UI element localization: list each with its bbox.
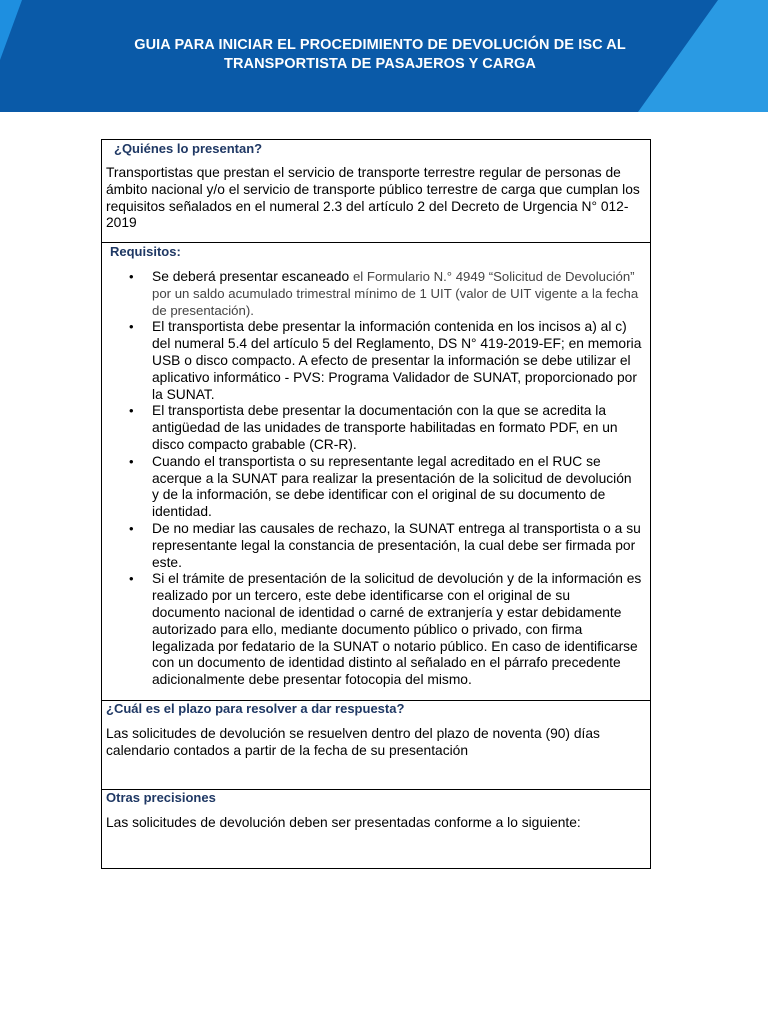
page-title [60,36,700,74]
bullet-icon: • [129,453,134,469]
bullet-icon: • [129,520,134,536]
bullet-icon: • [129,319,134,335]
section-heading-quienes: ¿Quiénes lo presentan? [114,141,263,156]
list-item-text: El transportista debe presentar la documentación con la que se acredita la antigüedad de las unidades de transporte habilitadas en formato PDF, en un disco compacto grabable (CR-R). [152,403,618,452]
info-table [101,139,651,869]
list-item-text: Si el trámite de presentación de la solicitud de devolución y de la información es realizado por un tercero, este debe identificarse con el original de su documento nacional de identidad o carné de extranjería y estar debidamente autorizado para ello, mediante documento público o privado, con firma legalizada por fedatario de la SUNAT o notario público. En caso de identificarse con un documento de identidad distinto al señalado en el párrafo precedente adicionalmente debe presentar fotocopia del mismo. [152,571,642,688]
list-item [102,521,647,571]
section-text-otras: Las solicitudes de devolución deben ser presentadas conforme a lo siguiente: [106,815,581,830]
section-text-plazo: Las solicitudes de devolución se resuelven dentro del plazo de noventa (90) días calendario contados a partir de la fecha de su presentación [106,726,600,758]
title-line-1: GUIA PARA INICIAR EL PROCEDIMIENTO DE DEVOLUCIÓN DE ISC AL [134,37,626,53]
section-heading-requisitos: Requisitos: [110,244,181,259]
list-item [102,319,647,403]
bullet-icon: • [129,571,134,587]
list-item [102,454,632,521]
section-text-quienes: Transportistas que prestan el servicio de transporte terrestre regular de personas de ámbito nacional y/o el servicio de transporte público terrestre de carga que cumplan los requisitos señalados en el numeral 2.3 del artículo 2 del Decreto de Urgencia N° 012-2019 [106,165,640,231]
list-item [102,403,642,453]
list-item-text: Cuando el transportista o su representante legal acreditado en el RUC se acerque a la SUNAT para realizar la presentación de la solicitud de devolución y de la información, se debe identificar con el original de su documento de identidad. [152,453,632,520]
list-item [102,571,642,689]
list-item-text: El transportista debe presentar la información contenida en los incisos a) al c) del numeral 5.4 del artículo 5 del Reglamento, DS N° 419-2019-EF; en memoria USB o disco compacto. A efecto de presentar la información se debe utilizar el aplicativo informático - PVS: Programa Validador de SUNAT, proporcionado por la SUNAT. [152,319,642,402]
section-quienes [102,140,650,243]
header-banner [0,0,768,112]
section-heading-otras: Otras precisiones [106,790,216,805]
list-item-text-start: Se deberá presentar escaneado [152,269,353,284]
section-otras [102,790,650,868]
section-requisitos [102,243,650,700]
list-item [102,269,642,319]
bullet-icon: • [129,269,134,284]
list-item-text-form: el Formulario N.° 4949 “Solicitud de Devolución” por un saldo acumulado trimestral mínimo de 1 UIT (valor de UIT vigente a la fecha de presentación). [152,269,639,318]
section-plazo [102,701,650,789]
title-line-2: TRANSPORTISTA DE PASAJEROS Y CARGA [224,56,536,72]
list-item-text: De no mediar las causales de rechazo, la SUNAT entrega al transportista o a su representante legal la constancia de presentación, la cual debe ser firmada por este. [152,520,641,570]
requirements-list [102,269,650,689]
section-heading-plazo: ¿Cuál es el plazo para resolver a dar respuesta? [106,701,405,716]
bullet-icon: • [129,403,134,419]
